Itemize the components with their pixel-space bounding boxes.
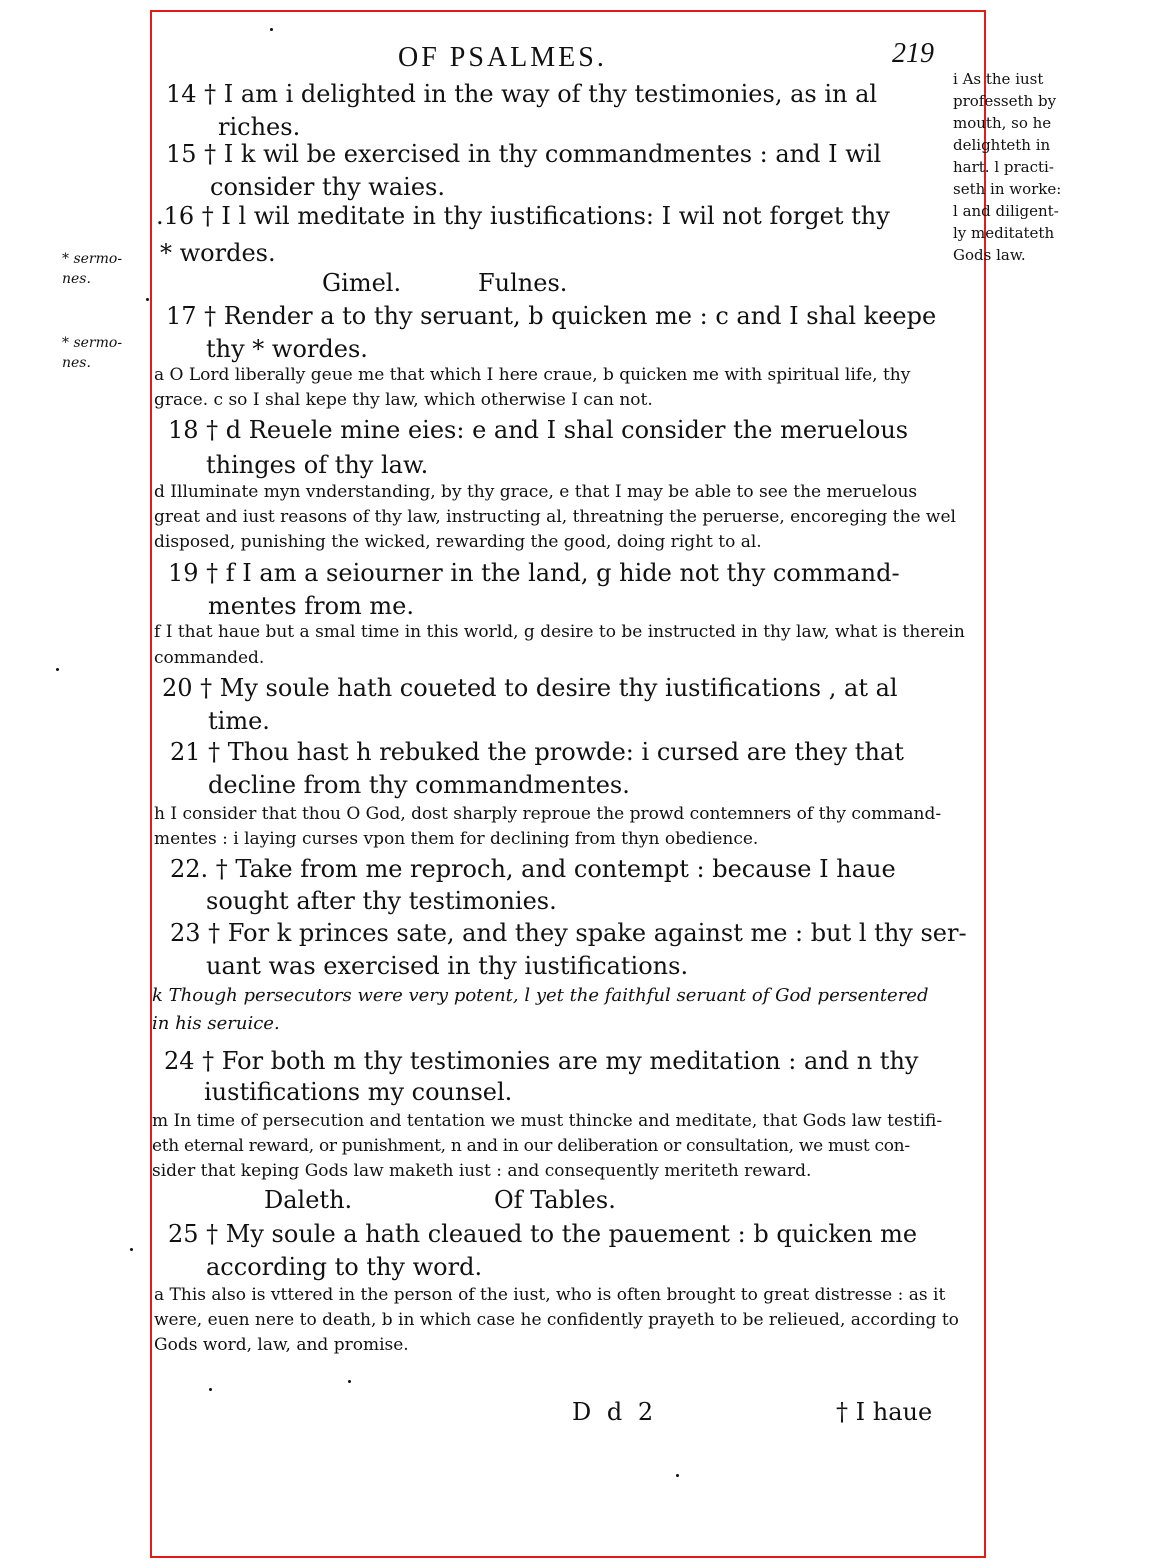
verse-14-cont: riches. [218, 113, 301, 141]
note-m-1: m In time of persecution and tentation we must thincke and meditate, that Gods law testifi- [152, 1111, 943, 1131]
verse-16: .16 † I l wil meditate in thy iustifications: I wil not forget thy [156, 202, 890, 230]
note-a2-1: a This also is vttered in the person of the iust, who is often brought to great distresse : as it [154, 1285, 946, 1305]
verse-21: 21 † Thou hast h rebuked the prowde: i cursed are they that [170, 738, 904, 766]
verse-24-cont: iustifications my counsel. [204, 1078, 513, 1106]
note-h-1: h I consider that thou O God, dost sharply reproue the prowd contemners of thy command- [154, 804, 942, 824]
verse-22: 22. † Take from me reproch, and contempt : because I haue [170, 855, 896, 883]
verse-20: 20 † My soule hath coueted to desire thy iustifications , at al [162, 674, 898, 702]
verse-17: 17 † Render a to thy seruant, b quicken me : c and I shal keepe [166, 302, 937, 330]
margin-note-1: * sermo- nes. [62, 251, 123, 287]
speck [130, 1248, 133, 1251]
verse-15-cont: consider thy waies. [210, 173, 445, 201]
verse-18: 18 † d Reuele mine eies: e and I shal consider the meruelous [168, 416, 909, 444]
verse-21-cont: decline from thy commandmentes. [208, 771, 630, 799]
verse-20-cont: time. [208, 707, 270, 735]
section-tables: Of Tables. [494, 1186, 616, 1214]
running-title: OF PSALMES. [398, 42, 607, 73]
note-k-1: k Though persecutors were very potent, l yet the faithful seruant of God persentered [152, 985, 929, 1006]
note-m-3: sider that keping Gods law maketh iust : and consequently meriteth reward. [152, 1161, 812, 1181]
note-m-2: eth eternal reward, or punishment, n and in our deliberation or consultation, we must con- [152, 1136, 910, 1156]
note-f-1: f I that haue but a smal time in this world, g desire to be instructed in thy law, what is therein [154, 622, 965, 642]
speck [209, 1388, 212, 1391]
note-k-2: in his seruice. [152, 1013, 280, 1034]
note-a2-3: Gods word, law, and promise. [154, 1335, 409, 1355]
verse-25-cont: according to thy word. [206, 1253, 483, 1281]
catchword: † I haue [836, 1398, 933, 1426]
speck [348, 1380, 351, 1383]
note-d-3: disposed, punishing the wicked, rewarding the good, doing right to al. [154, 532, 762, 552]
verse-19: 19 † f I am a seiourner in the land, g hide not thy command- [168, 559, 900, 587]
note-f-2: commanded. [154, 648, 265, 668]
verse-19-cont: mentes from me. [208, 592, 414, 620]
note-a-1: a O Lord liberally geue me that which I here craue, b quicken me with spiritual life, thy [154, 365, 911, 385]
section-fulnes: Fulnes. [478, 269, 568, 297]
verse-18-cont: thinges of thy law. [206, 451, 429, 479]
signature-mark: D d 2 [572, 1398, 658, 1426]
speck [146, 298, 149, 301]
section-daleth: Daleth. [264, 1186, 353, 1214]
note-h-2: mentes : i laying curses vpon them for declining from thyn obedience. [154, 829, 759, 849]
verse-14: 14 † I am i delighted in the way of thy testimonies, as in al [166, 80, 878, 108]
note-a2-2: were, euen nere to death, b in which case he confidently prayeth to be relieued, according to [154, 1310, 959, 1330]
speck [676, 1474, 679, 1477]
note-d-2: great and iust reasons of thy law, instructing al, threatning the peruerse, encoreging the wel [154, 507, 956, 527]
note-a-2: grace. c so I shal kepe thy law, which otherwise I can not. [154, 390, 653, 410]
margin-note-2: * sermo- nes. [62, 335, 123, 371]
speck [270, 28, 273, 31]
side-note: i As the iust professeth by mouth, so he delighteth in hart. l practi- seth in worke: l and diligent- ly meditateth Gods law. [953, 70, 1062, 264]
speck [56, 668, 59, 671]
verse-22-cont: sought after thy testimonies. [206, 887, 557, 915]
verse-15: 15 † I k wil be exercised in thy commandmentes : and I wil [166, 140, 882, 168]
verse-16-cont: * wordes. [160, 239, 276, 267]
verse-25: 25 † My soule a hath cleaued to the pauement : b quicken me [168, 1220, 918, 1248]
verse-17-cont: thy * wordes. [206, 335, 368, 363]
section-gimel: Gimel. [322, 269, 402, 297]
note-d-1: d Illuminate myn vnderstanding, by thy grace, e that I may be able to see the meruelous [154, 482, 918, 502]
verse-24: 24 † For both m thy testimonies are my meditation : and n thy [164, 1047, 919, 1075]
page-number: 219 [892, 38, 934, 69]
verse-23-cont: uant was exercised in thy iustifications. [206, 952, 689, 980]
verse-23: 23 † For k princes sate, and they spake against me : but l thy ser- [170, 919, 967, 947]
